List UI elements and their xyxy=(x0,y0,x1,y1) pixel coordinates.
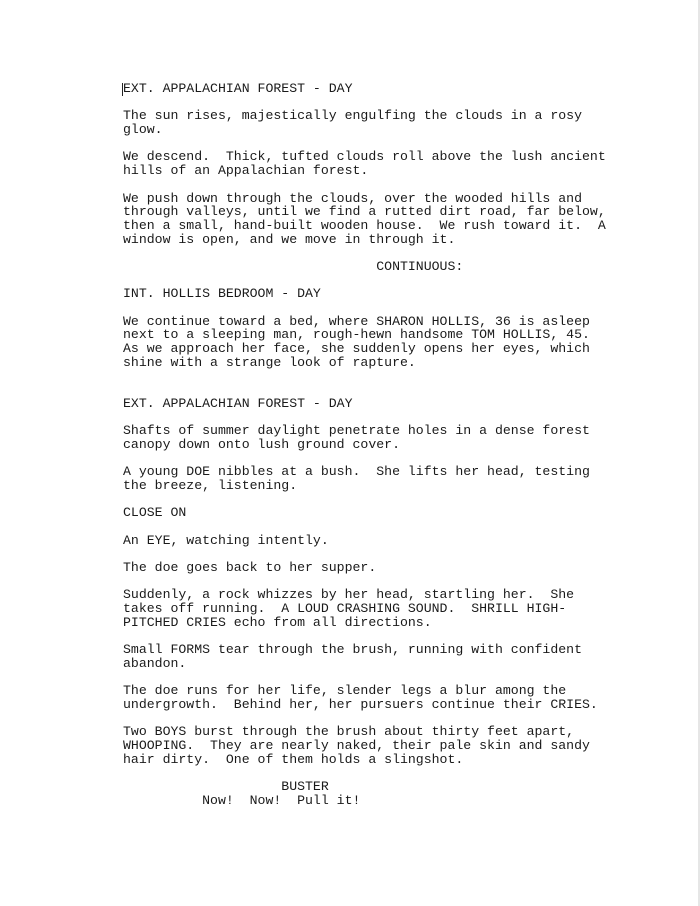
action-line: PITCHED CRIES echo from all directions. xyxy=(123,614,432,630)
action-line: takes off running. A LOUD CRASHING SOUND. SHRILL HIGH- xyxy=(123,601,567,617)
action-line: We push down through the clouds, over the wooded hills and xyxy=(123,190,582,206)
blank-line xyxy=(123,383,623,397)
blank-line xyxy=(123,452,623,466)
screenplay-page[interactable] xyxy=(123,82,623,807)
action-line: An EYE, watching intently. xyxy=(123,532,329,548)
action-line: window is open, and we move in through it. xyxy=(123,231,456,247)
blank-line xyxy=(123,493,623,507)
action-line: next to a sleeping man, rough-hewn handsome TOM HOLLIS, 45. xyxy=(123,327,590,343)
action-line: Suddenly, a rock whizzes by her head, startling her. She xyxy=(123,587,575,603)
action-line: Two BOYS burst through the brush about thirty feet apart, xyxy=(123,724,575,740)
blank-line xyxy=(123,671,623,685)
blank-line xyxy=(123,547,623,561)
character-line: BUSTER xyxy=(123,779,329,795)
blank-line xyxy=(123,766,623,780)
blank-line xyxy=(123,369,623,383)
action-line: through valleys, until we find a rutted dirt road, far below, xyxy=(123,204,606,220)
blank-line xyxy=(123,178,623,192)
action-line: We descend. Thick, tufted clouds roll above the lush ancient xyxy=(123,149,606,165)
blank-line xyxy=(123,274,623,288)
shot-line: CLOSE ON xyxy=(123,505,187,521)
blank-line xyxy=(123,630,623,644)
action-line: the breeze, listening. xyxy=(123,477,298,493)
action-line: Shafts of summer daylight penetrate holes in a dense forest xyxy=(123,423,590,439)
action-line: glow. xyxy=(123,122,163,138)
scene-heading-line: EXT. APPALACHIAN FOREST - DAY xyxy=(123,395,353,411)
blank-line xyxy=(123,411,623,425)
dialogue-line: Now! Now! Pull it! xyxy=(123,792,361,808)
action-line: shine with a strange look of rapture. xyxy=(123,354,416,370)
action-line: hills of an Appalachian forest. xyxy=(123,163,369,179)
action-line: canopy down onto lush ground cover. xyxy=(123,436,400,452)
action-line: WHOOPING. They are nearly naked, their pale skin and sandy xyxy=(123,738,590,753)
action-line: The doe runs for her life, slender legs a blur among the xyxy=(123,683,567,699)
action-line: As we approach her face, she suddenly opens her eyes, which xyxy=(123,341,590,357)
scene-heading-line: EXT. APPALACHIAN FOREST - DAY xyxy=(123,81,353,96)
blank-line xyxy=(123,520,623,534)
transition-line: CONTINUOUS: xyxy=(123,258,464,274)
blank-line xyxy=(123,575,623,589)
action-line: Small FORMS tear through the brush, running with confident xyxy=(123,642,582,658)
blank-line xyxy=(123,301,623,315)
blank-line xyxy=(123,96,623,110)
blank-line xyxy=(123,137,623,151)
action-line: We continue toward a bed, where SHARON HOLLIS, 36 is asleep xyxy=(123,313,590,329)
action-line: The sun rises, majestically engulfing the clouds in a rosy xyxy=(123,108,582,124)
action-line: A young DOE nibbles at a bush. She lifts her head, testing xyxy=(123,464,590,480)
action-line: undergrowth. Behind her, her pursuers continue their CRIES. xyxy=(123,696,598,712)
scene-heading-line: INT. HOLLIS BEDROOM - DAY xyxy=(123,286,321,302)
blank-line xyxy=(123,246,623,260)
action-line: The doe goes back to her supper. xyxy=(123,560,377,576)
action-line: abandon. xyxy=(123,655,187,671)
blank-line xyxy=(123,712,623,726)
action-line: then a small, hand-built wooden house. We rush toward it. A xyxy=(123,217,606,233)
action-line: hair dirty. One of them holds a slingshot. xyxy=(123,751,464,767)
